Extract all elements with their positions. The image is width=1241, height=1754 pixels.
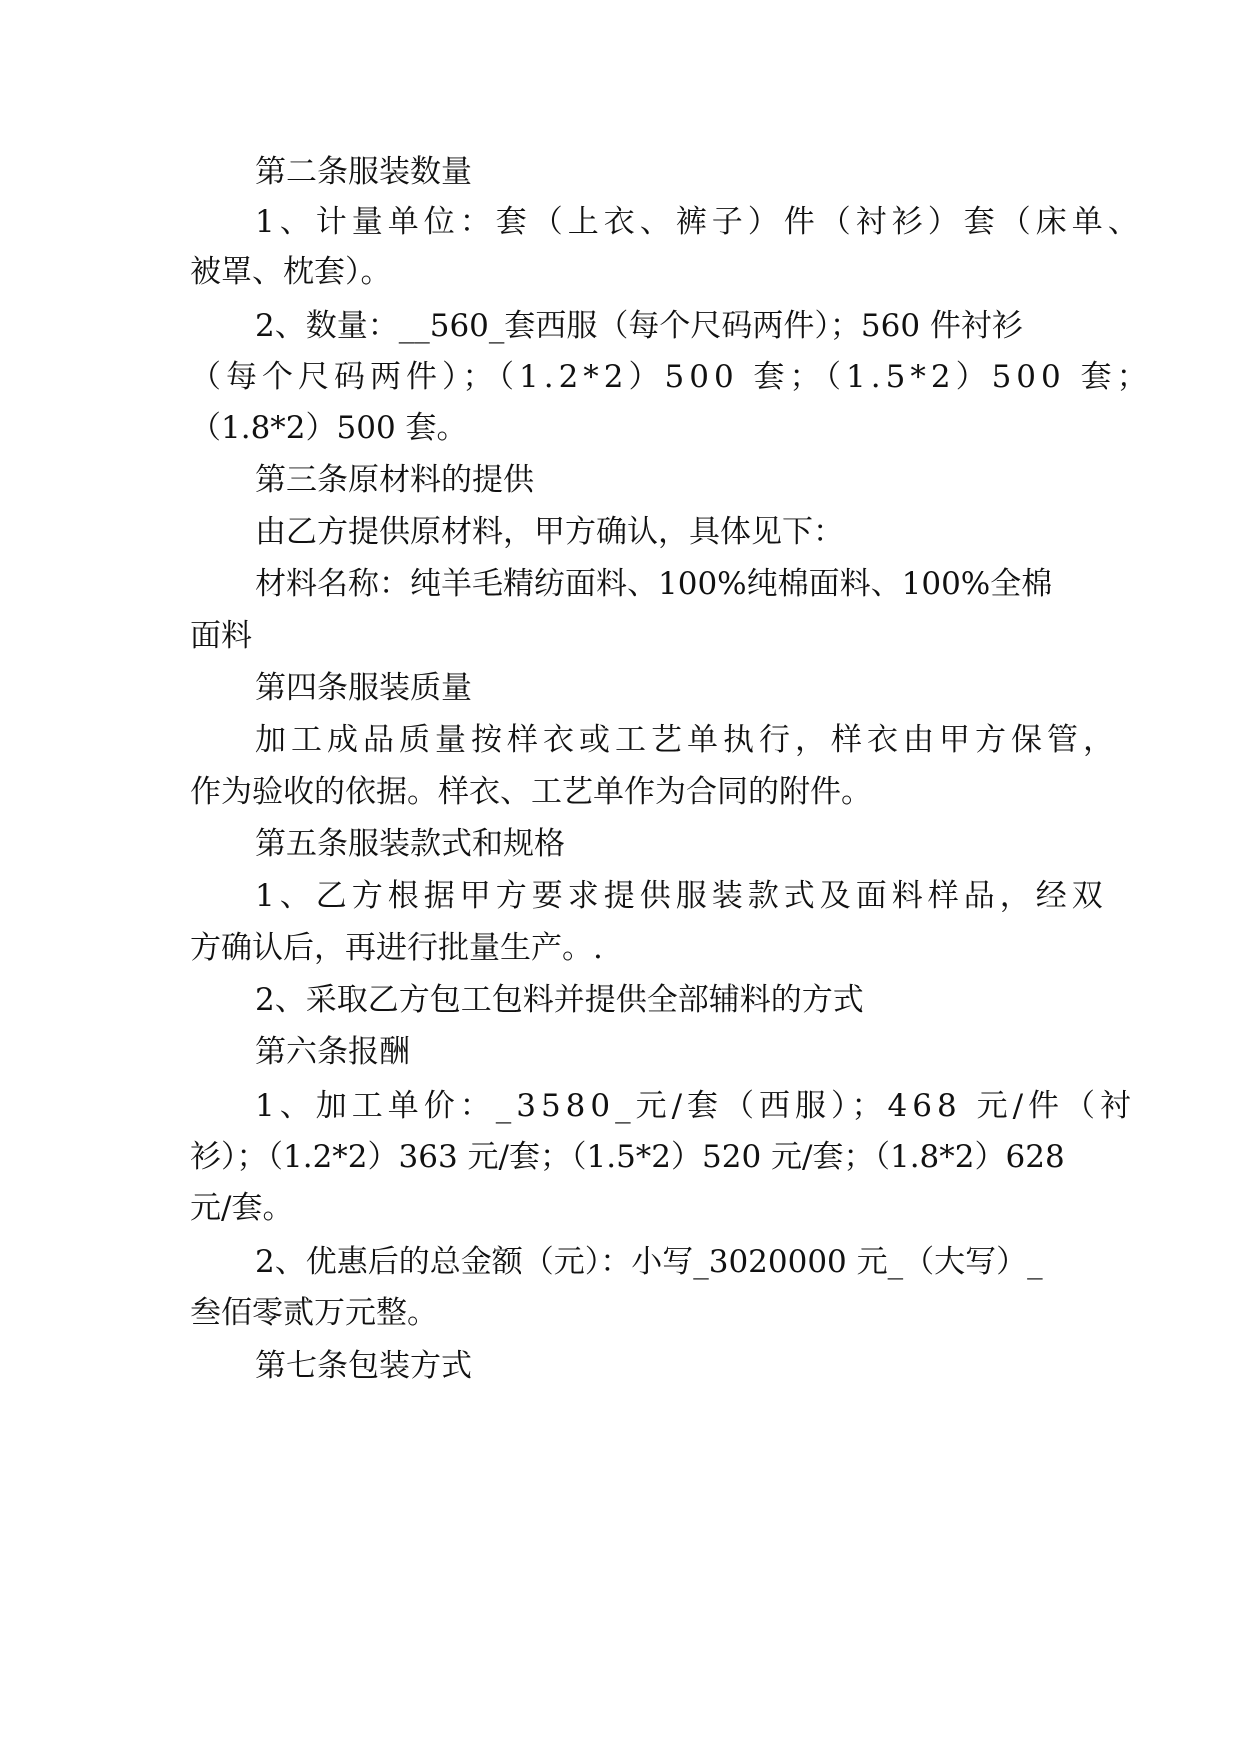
paragraph-line: 面料 — [190, 618, 252, 654]
paragraph-line: 2、优惠后的总金额（元）：小写_3020000 元_（大写）_ — [255, 1244, 1043, 1280]
section-heading-clothing-quality: 第四条服装质量 — [255, 670, 472, 706]
paragraph-line: （每个尺码两件）；（1.2*2）500 套；（1.5*2）500 套； — [190, 359, 1153, 395]
section-heading-style-and-specs: 第五条服装款式和规格 — [255, 826, 565, 862]
paragraph-line: 2、采取乙方包工包料并提供全部辅料的方式 — [255, 982, 864, 1018]
paragraph-line: 衫）；（1.2*2）363 元/套；（1.5*2）520 元/套；（1.8*2）628 — [190, 1139, 1065, 1175]
paragraph-line: （1.8*2）500 套。 — [190, 410, 468, 446]
paragraph-line: 方确认后，再进行批量生产。. — [190, 930, 603, 966]
section-heading-remuneration: 第六条报酬 — [255, 1034, 410, 1070]
paragraph-line: 元/套。 — [190, 1190, 294, 1226]
paragraph-line: 1、加工单价：_3580_元/套（西服）；468 元/件（衬 — [255, 1088, 1137, 1124]
section-heading-packaging: 第七条包装方式 — [255, 1348, 472, 1384]
paragraph-line: 作为验收的依据。样衣、工艺单作为合同的附件。 — [190, 774, 872, 810]
paragraph-line: 叁佰零贰万元整。 — [190, 1295, 438, 1331]
paragraph-line: 材料名称：纯羊毛精纺面料、100%纯棉面料、100%全棉 — [255, 566, 1053, 602]
section-heading-raw-materials: 第三条原材料的提供 — [255, 462, 534, 498]
paragraph-line: 由乙方提供原材料，甲方确认，具体见下： — [255, 514, 844, 550]
paragraph-line: 1、乙方根据甲方要求提供服装款式及面料样品，经双 — [255, 878, 1108, 914]
paragraph-line: 被罩、枕套）。 — [190, 254, 392, 290]
paragraph-line: 加工成品质量按样衣或工艺单执行，样衣由甲方保管， — [255, 722, 1119, 758]
paragraph-line: 2、数量：__560_套西服（每个尺码两件）；560 件衬衫 — [255, 308, 1023, 344]
paragraph-line: 1、计量单位：套（上衣、裤子）件（衬衫）套（床单、 — [255, 204, 1144, 240]
section-heading-clothing-quantity: 第二条服装数量 — [255, 154, 472, 190]
